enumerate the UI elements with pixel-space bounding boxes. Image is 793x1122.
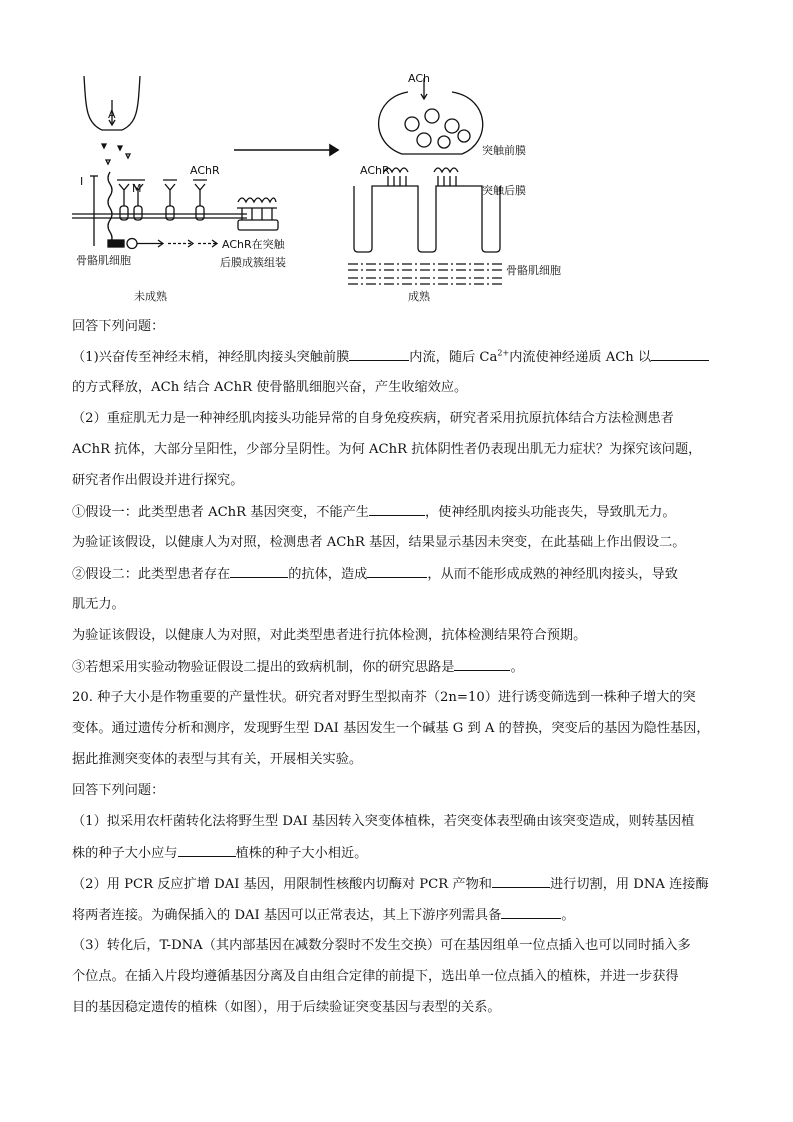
answer-intro: 回答下列问题： [72,319,165,334]
q1-line-2: 的方式释放，ACh 结合 AChR 使骨骼肌细胞兴奋，产生收缩效应。 [72,380,468,395]
hypothesis-2-cont: 肌无力。 [72,597,125,612]
p3-line-2: 个位点。在插入片段均遵循基因分离及自由组合定律的前提下，选出单一位点插入的植株，并进一步获得 [72,969,679,984]
p3-line-1: （3）转化后，T-DNA（其内部基因在减数分裂时不发生交换）可在基因组单一位点插入也可以同时插入多 [72,938,691,953]
answer-blank[interactable] [349,348,409,361]
answer-blank[interactable] [492,875,550,888]
q2-line-1: （2）重症肌无力是一种神经肌肉接头功能异常的自身免疫疾病，研究者采用抗原抗体结合方法检测患者 [72,411,674,426]
transition-arrow [234,145,338,155]
nmj-maturation-figure [72,68,592,308]
answer-blank[interactable] [178,844,236,857]
q20-line-2: 变体。通过遗传分析和测序，发现野生型 DAI 基因发生一个碱基 G 到 A 的替换，突变后的基因为隐性基因， [72,721,710,736]
label-cluster-2: 后膜成簇组装 [220,256,286,269]
answer-blank[interactable] [501,906,561,919]
immature-panel [72,76,278,249]
hypothesis-1-verify: 为验证该假设，以健康人为对照，检测患者 AChR 基因，结果显示基因未突变，在此基础上作出假设二。 [72,535,686,550]
p1-line-1: （1）拟采用农杆菌转化法将野生型 DAI 基因转入突变体植株，若突变体表型确由该突变造成，则转基因植 [72,814,695,829]
label-achr-right: AChR [360,164,390,177]
caption-mature: 成熟 [408,290,430,303]
label-postsyn: 突触后膜 [482,184,526,197]
p3-line-3: 目的基因稳定遗传的植株（如图），用于后续验证突变基因与表型的关系。 [72,1000,501,1015]
q20-line-3: 据此推测突变体的表型与其有关，开展相关实验。 [72,752,363,767]
answer-intro-2: 回答下列问题： [72,783,165,798]
hypothesis-2: ②假设二：此类型患者存在 的抗体，造成 ，从而不能形成成熟的神经肌肉接头，导致 [72,567,678,582]
hypothesis-3: ③若想采用实验动物验证假设二提出的致病机制，你的研究思路是 。 [72,660,524,675]
label-presyn: 突触前膜 [482,144,526,157]
answer-blank[interactable] [454,658,510,671]
hypothesis-2-verify: 为验证该假设，以健康人为对照，对此类型患者进行抗体检测，抗体检测结果符合预期。 [72,628,587,643]
label-achr-left: AChR [190,164,220,177]
label-a: A [108,108,116,121]
p2-line-1: （2）用 PCR 反应扩增 DAI 基因，用限制性核酸内切酶对 PCR 产物和 进行切割，用 DNA 连接酶 [72,877,709,892]
answer-blank[interactable] [651,348,709,361]
label-skeletal-right: 骨骼肌细胞 [506,264,561,277]
mature-panel [348,78,502,284]
q2-line-3: 研究者作出假设并进行探究。 [72,473,244,488]
q1-line-1: （1)兴奋传至神经末梢，神经肌肉接头突触前膜 内流，随后 $Ca^{2+}$内流使神经递质 ACh 以 [72,348,709,367]
answer-blank[interactable] [367,565,427,578]
answer-blank[interactable] [369,503,425,516]
q20-line-1: 20. 种子大小是作物重要的产量性状。研究者对野生型拟南芥（2n=10）进行诱变筛选到一株种子增大的突 [72,690,696,705]
p1-line-2: 株的种子大小应与 植株的种子大小相近。 [72,846,368,861]
p2-line-2: 将两者连接。为确保插入的 DAI 基因可以正常表达，其上下游序列需具备 。 [72,908,575,923]
label-cluster-1: AChR在突触 [222,238,285,251]
q2-line-2: AChR 抗体，大部分呈阳性，少部分呈阴性。为何 AChR 抗体阴性者仍表现出肌无力症状？为探究该问题， [72,442,702,457]
answer-blank[interactable] [230,565,288,578]
caption-immature: 未成熟 [134,290,167,303]
label-m: M [132,182,142,195]
label-i: I [80,175,84,188]
hypothesis-1: ①假设一：此类型患者 AChR 基因突变，不能产生 ，使神经肌肉接头功能丧失，导致肌无力。 [72,505,676,520]
label-ach-top: ACh [408,72,430,85]
label-skeletal-left: 骨骼肌细胞 [76,254,131,267]
